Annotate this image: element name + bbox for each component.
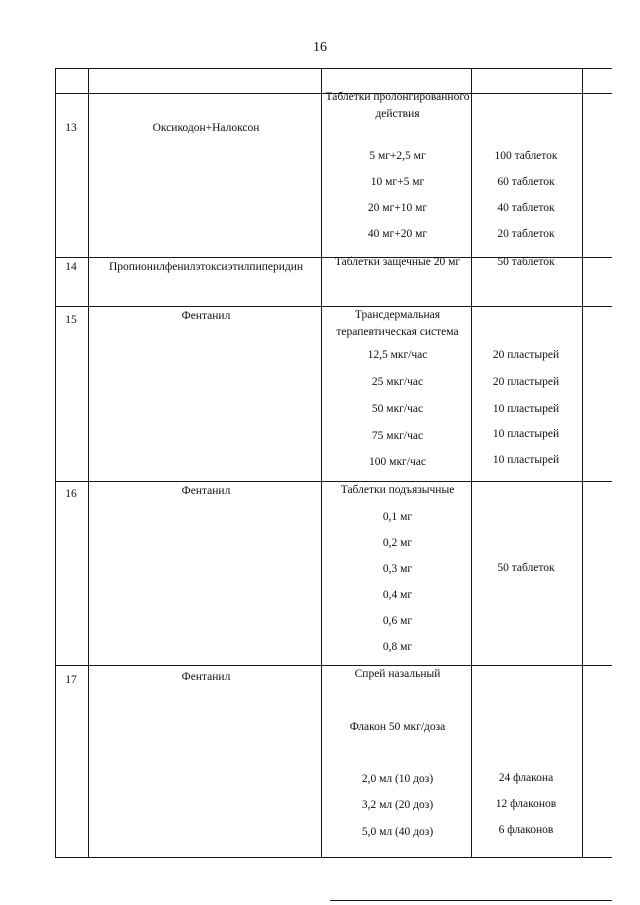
footer-line — [330, 900, 612, 901]
pack-size: 10 пластырей — [492, 428, 560, 440]
dosage-form: Таблетки защечные 20 мг — [334, 256, 461, 268]
pack-size: 10 пластырей — [492, 403, 560, 415]
dose: 0,6 мг — [382, 615, 413, 627]
drug-name: Фентанил — [181, 310, 231, 322]
column-border — [55, 68, 56, 858]
dose: 20 мг+10 мг — [367, 202, 428, 214]
pack-size: 100 таблеток — [494, 150, 558, 162]
dose: 25 мкг/час — [371, 376, 424, 388]
drug-name: Оксикодон+Налоксон — [152, 122, 260, 134]
row-number: 16 — [65, 488, 77, 500]
table-bottom-border — [55, 857, 612, 858]
dose: 50 мкг/час — [371, 403, 424, 415]
column-border — [88, 68, 89, 858]
dose: 5,0 мл (40 доз) — [361, 826, 434, 838]
dose: 0,8 мг — [382, 641, 413, 653]
container: Флакон 50 мкг/доза — [349, 721, 446, 733]
pack-size: 60 таблеток — [497, 176, 555, 188]
row-number: 15 — [65, 314, 77, 326]
dose: 10 мг+5 мг — [370, 176, 425, 188]
dose: 75 мкг/час — [371, 430, 424, 442]
dose: 5 мг+2,5 мг — [369, 150, 426, 162]
pack-size: 50 таблеток — [497, 256, 555, 268]
dose: 2,0 мл (10 доз) — [361, 773, 434, 785]
dose: 40 мг+20 мг — [367, 228, 428, 240]
row-divider — [55, 481, 612, 482]
pack-size: 20 пластырей — [492, 349, 560, 361]
dosage-form: Трансдермальная терапевтическая система — [336, 309, 459, 338]
table-top-border — [55, 68, 612, 69]
pack-size: 10 пластырей — [492, 454, 560, 466]
drug-name: Фентанил — [181, 485, 231, 497]
column-border — [582, 68, 583, 858]
drug-name: Пропионилфенилэтоксиэтилпиперидин — [108, 261, 304, 273]
drug-name: Фентанил — [181, 671, 231, 683]
dose: 0,3 мг — [382, 563, 413, 575]
dose: 100 мкг/час — [369, 456, 426, 468]
pack-size: 24 флакона — [498, 772, 554, 784]
dose: 0,2 мг — [382, 537, 413, 549]
dose: 3,2 мл (20 доз) — [361, 799, 434, 811]
row-number: 13 — [65, 122, 77, 134]
row-number: 14 — [65, 261, 77, 273]
dosage-form: Таблетки подъязычные — [340, 484, 455, 496]
column-border — [321, 68, 322, 858]
page-number: 16 — [313, 40, 327, 55]
pack-size: 6 флаконов — [498, 824, 554, 836]
dosage-form: Спрей назальный — [354, 668, 441, 680]
row-divider — [55, 665, 612, 666]
pack-size: 40 таблеток — [497, 202, 555, 214]
pack-size: 20 таблеток — [497, 228, 555, 240]
pack-size: 50 таблеток — [497, 562, 555, 574]
dose: 0,4 мг — [382, 589, 413, 601]
column-border — [471, 68, 472, 858]
dose: 0,1 мг — [382, 511, 413, 523]
pack-size: 20 пластырей — [492, 376, 560, 388]
row-number: 17 — [65, 674, 77, 686]
dose: 12,5 мкг/час — [367, 349, 428, 361]
dosage-form: Таблетки пролонгированного действия — [325, 91, 470, 120]
pack-size: 12 флаконов — [495, 798, 557, 810]
